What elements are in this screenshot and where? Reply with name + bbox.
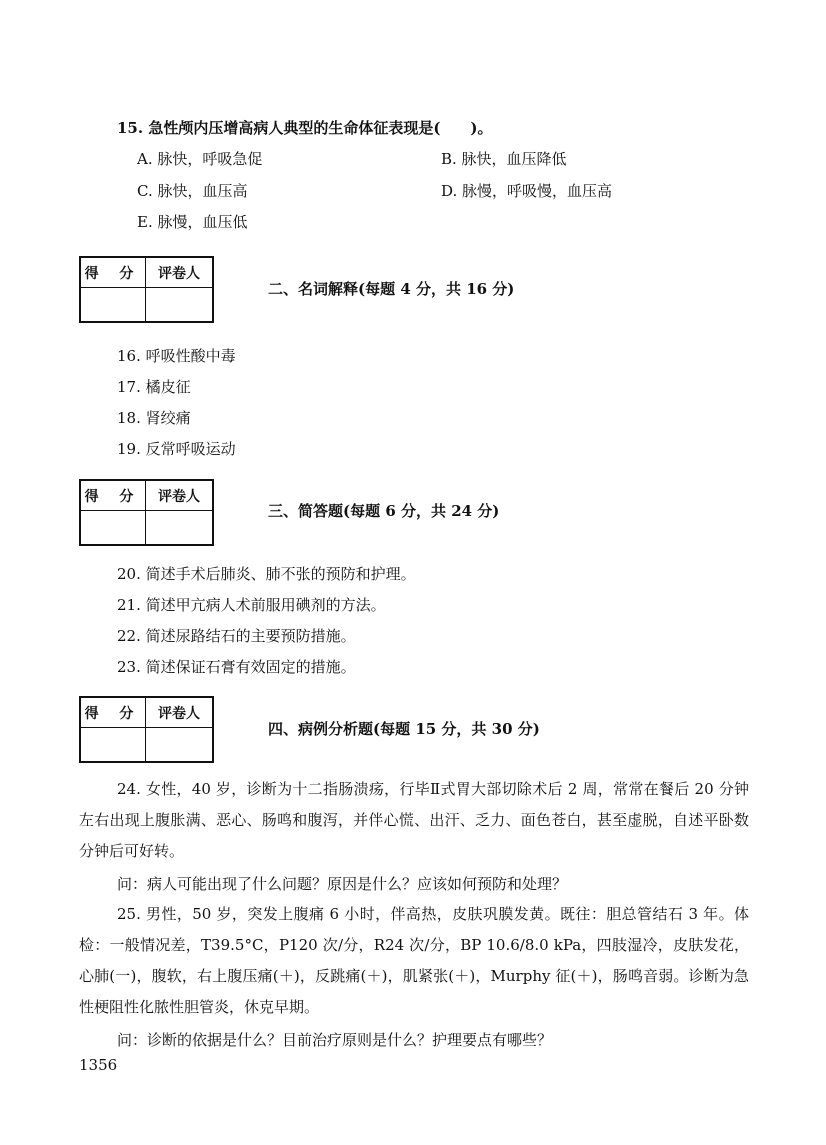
- score-cell: [80, 288, 146, 323]
- score-cell: [80, 728, 146, 763]
- question-15-option-b: B. 脉快，血压降低: [441, 150, 567, 168]
- grader-cell: [146, 728, 214, 763]
- question-15-option-c: C. 脉快，血压高: [137, 182, 248, 200]
- question-15-option-a: A. 脉快，呼吸急促: [137, 150, 263, 168]
- section-3-title: 三、简答题(每题 6 分，共 24 分): [268, 502, 500, 520]
- score-label: 得 分: [80, 697, 146, 728]
- question-16: 16. 呼吸性酸中毒: [117, 347, 236, 365]
- grader-label: 评卷人: [146, 480, 214, 511]
- section-2-title: 二、名词解释(每题 4 分，共 16 分): [268, 280, 515, 298]
- question-19: 19. 反常呼吸运动: [117, 440, 236, 458]
- score-box-section-2: [79, 256, 214, 323]
- grader-cell: [146, 288, 214, 323]
- question-21: 21. 简述甲亢病人术前服用碘剂的方法。: [117, 596, 386, 614]
- question-25-paragraph: [79, 899, 749, 1023]
- question-24-paragraph: [79, 774, 749, 867]
- question-20: 20. 简述手术后肺炎、肺不张的预防和护理。: [117, 565, 416, 583]
- grader-label: 评卷人: [146, 697, 214, 728]
- question-23: 23. 简述保证石膏有效固定的措施。: [117, 658, 356, 676]
- question-15-stem: 15. 急性颅内压增高病人典型的生命体征表现是( )。: [117, 119, 493, 137]
- question-25-text: 25. 男性，50 岁，突发上腹痛 6 小时，伴高热，皮肤巩膜发黄。既往：胆总管结石 3 年。体检：一般情况差，T39.5°C，P120 次/分，R24 次/分，BP 10.6/8.0 kPa，四肢湿冷，皮肤发花，心肺(一)，腹软，右上腹压痛(＋)，反跳痛(＋)，肌紧张(＋)，Murphy 征(＋)，肠鸣音弱。诊断为急性梗阻性化脓性胆管炎，休克早期。: [79, 905, 749, 1016]
- score-box-section-3: [79, 479, 214, 546]
- score-cell: [80, 511, 146, 546]
- grader-label: 评卷人: [146, 257, 214, 288]
- page-number: 1356: [79, 1056, 118, 1074]
- question-15-option-e: E. 脉慢，血压低: [137, 213, 248, 231]
- question-22: 22. 简述尿路结石的主要预防措施。: [117, 627, 356, 645]
- score-label: 得 分: [80, 480, 146, 511]
- question-24-ask: 问：病人可能出现了什么问题？原因是什么？应该如何预防和处理？: [117, 875, 568, 893]
- question-25-ask: 问：诊断的依据是什么？目前治疗原则是什么？护理要点有哪些？: [117, 1031, 553, 1049]
- grader-cell: [146, 511, 214, 546]
- question-17: 17. 橘皮征: [117, 378, 191, 396]
- question-15-option-d: D. 脉慢，呼吸慢，血压高: [441, 182, 613, 200]
- score-box-section-4: [79, 696, 214, 763]
- score-label: 得 分: [80, 257, 146, 288]
- section-4-title: 四、病例分析题(每题 15 分，共 30 分): [268, 720, 540, 738]
- question-18: 18. 肾绞痛: [117, 409, 191, 427]
- question-24-text: 24. 女性，40 岁，诊断为十二指肠溃疡，行毕Ⅱ式胃大部切除术后 2 周，常常在餐后 20 分钟左右出现上腹胀满、恶心、肠鸣和腹泻，并伴心慌、出汗、乏力、面色苍白，甚至虚脱，自述平卧数分钟后可好转。: [79, 780, 749, 860]
